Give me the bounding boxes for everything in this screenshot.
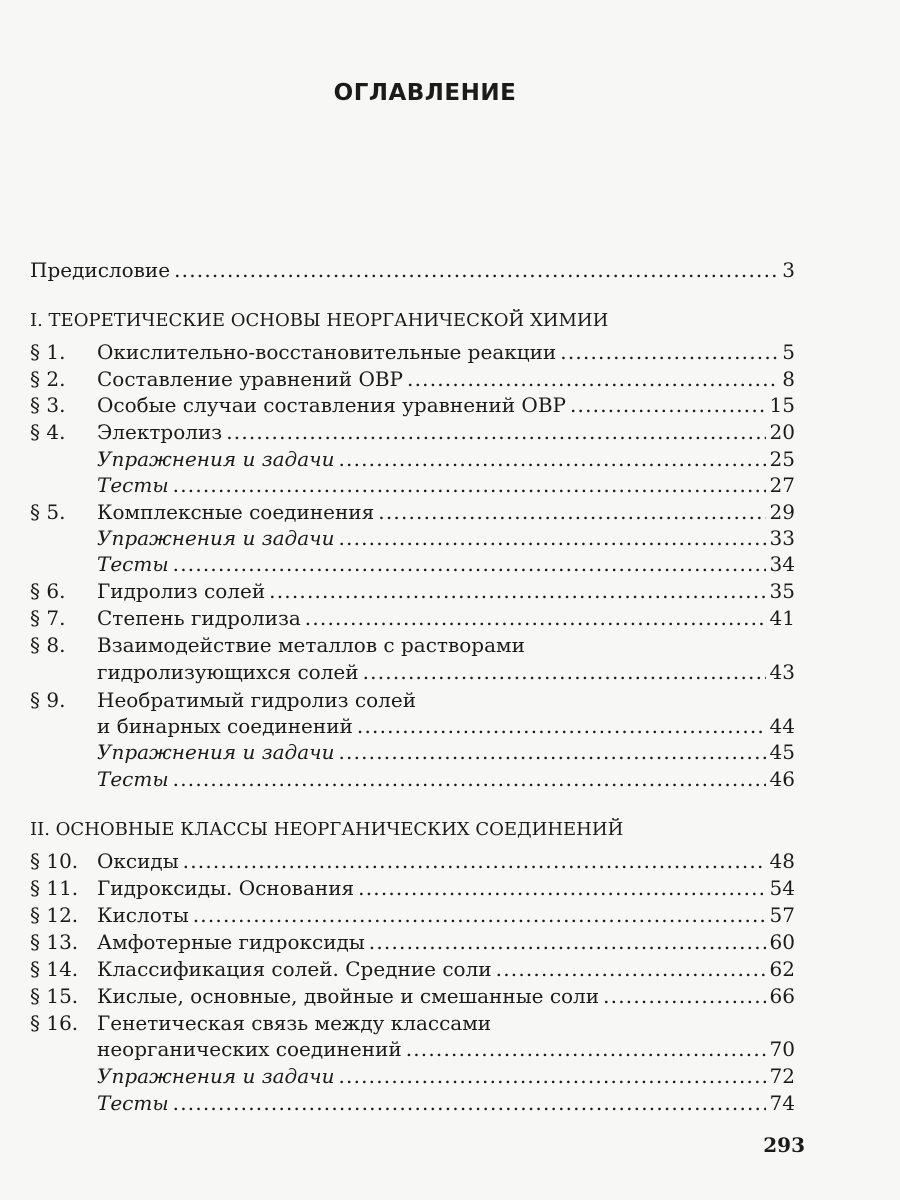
- toc-entry-text: Необратимый гидролиз солей: [97, 688, 417, 712]
- toc-entry-page: 48: [769, 849, 795, 873]
- toc-entry-number: § 7.: [30, 606, 66, 630]
- toc-entry-number: § 10.: [30, 849, 79, 873]
- toc-entry-text: Гидроксиды. Основания: [97, 876, 355, 900]
- leader-dots: [174, 258, 778, 282]
- toc-entry: [30, 740, 795, 764]
- leader-dots: [173, 767, 766, 791]
- toc-entry-page: 27: [769, 473, 795, 497]
- toc-entry: [30, 606, 795, 630]
- leader-dots: [560, 340, 778, 364]
- toc-entry-page: 74: [769, 1091, 795, 1115]
- leader-dots: [173, 552, 766, 576]
- toc-entry-text: Электролиз: [97, 420, 223, 444]
- leader-dots: [193, 903, 766, 927]
- toc-entry-text: Тесты: [97, 473, 169, 497]
- toc-entry: [30, 579, 795, 603]
- leader-dots: [378, 500, 765, 524]
- toc-entry-page: 70: [769, 1037, 795, 1061]
- toc-entry: [30, 876, 795, 900]
- toc-entry-page: 3: [782, 258, 795, 282]
- toc-entry-page: 29: [769, 500, 795, 524]
- toc-entry-page: 54: [769, 876, 795, 900]
- toc-entry-text: и бинарных соединений: [97, 714, 353, 738]
- toc-entry-page: 43: [769, 660, 795, 684]
- leader-dots: [357, 714, 766, 738]
- toc-entry-page: 5: [782, 340, 795, 364]
- toc-entry: [30, 660, 795, 684]
- toc-entry-number: § 11.: [30, 876, 79, 900]
- toc-entry-text: Кислоты: [97, 903, 189, 927]
- leader-dots: [363, 660, 766, 684]
- leader-dots: [338, 740, 765, 764]
- toc-entry-page: 8: [782, 367, 795, 391]
- toc-entry-text: Окислительно-восстановительные реакции: [97, 340, 557, 364]
- toc-entry: [30, 1091, 795, 1115]
- toc-entry-number: § 2.: [30, 367, 66, 391]
- toc-entry-text: гидролизующихся солей: [97, 660, 359, 684]
- toc-entry: [30, 473, 795, 497]
- toc-entry-number: § 16.: [30, 1011, 79, 1035]
- toc-entry-text: Упражнения и задачи: [97, 740, 335, 764]
- toc-entry-page: 25: [769, 447, 795, 471]
- leader-dots: [406, 1037, 766, 1061]
- toc-entry-page: 46: [769, 767, 795, 791]
- toc-entry: [30, 340, 795, 364]
- toc-entry-number: § 4.: [30, 420, 66, 444]
- page-number: 293: [763, 1133, 805, 1157]
- toc-entry-text: Взаимодействие металлов с растворами: [97, 633, 525, 657]
- page-title: ОГЛАВЛЕНИЕ: [333, 80, 517, 106]
- toc-entry: [30, 447, 795, 471]
- toc-entry: [30, 633, 795, 657]
- toc-entry: [30, 420, 795, 444]
- toc-entry-text: Особые случаи составления уравнений ОВР: [97, 393, 566, 417]
- toc-entry-text: неорганических соединений: [97, 1037, 402, 1061]
- toc-entry-page: 45: [769, 740, 795, 764]
- toc-entry: [30, 393, 795, 417]
- toc-entry: [30, 1037, 795, 1061]
- toc-entry-page: 72: [769, 1064, 795, 1088]
- toc-entry-page: 44: [769, 714, 795, 738]
- toc-entry-number: § 12.: [30, 903, 79, 927]
- toc-entry-text: Классификация солей. Средние соли: [97, 957, 492, 981]
- toc-entry-number: § 3.: [30, 393, 66, 417]
- toc-entry-page: 34: [769, 552, 795, 576]
- toc-entry-number: § 1.: [30, 340, 66, 364]
- leader-dots: [369, 930, 766, 954]
- toc-entry-text: Амфотерные гидроксиды: [97, 930, 365, 954]
- toc-entry: [30, 688, 795, 712]
- toc-entry-text: Предисловие: [30, 258, 171, 282]
- toc-entry-text: Упражнения и задачи: [97, 526, 335, 550]
- toc-entry-number: § 13.: [30, 930, 79, 954]
- toc-entry-page: 20: [769, 420, 795, 444]
- toc-entry-text: Упражнения и задачи: [97, 447, 335, 471]
- toc-entry-text: Генетическая связь между классами: [97, 1011, 492, 1035]
- toc-entry-page: 66: [769, 984, 795, 1008]
- toc-entry-text: Гидролиз солей: [97, 579, 266, 603]
- toc-entry-page: 33: [769, 526, 795, 550]
- toc-entry: [30, 767, 795, 791]
- leader-dots: [183, 849, 766, 873]
- toc-entry: [30, 903, 795, 927]
- toc-entry: [30, 552, 795, 576]
- leader-dots: [173, 473, 766, 497]
- toc-entry-page: 35: [769, 579, 795, 603]
- toc-entry: [30, 930, 795, 954]
- leader-dots: [226, 420, 765, 444]
- toc-entry-number: § 5.: [30, 500, 66, 524]
- leader-dots: [305, 606, 766, 630]
- toc-entry: [30, 714, 795, 738]
- section-heading-1: I. ТЕОРЕТИЧЕСКИЕ ОСНОВЫ НЕОРГАНИЧЕСКОЙ ХИМИИ: [30, 310, 609, 331]
- section-heading-2: II. ОСНОВНЫЕ КЛАССЫ НЕОРГАНИЧЕСКИХ СОЕДИНЕНИЙ: [30, 819, 624, 840]
- toc-entry: [30, 957, 795, 981]
- leader-dots: [338, 1064, 765, 1088]
- toc-entry-text: Упражнения и задачи: [97, 1064, 335, 1088]
- toc-entry-page: 60: [769, 930, 795, 954]
- leader-dots: [570, 393, 766, 417]
- toc-entry-page: 57: [769, 903, 795, 927]
- toc-entry-number: § 6.: [30, 579, 66, 603]
- leader-dots: [338, 526, 765, 550]
- toc-entry-page: 41: [769, 606, 795, 630]
- toc-entry-page: 15: [769, 393, 795, 417]
- toc-entry-preface: [30, 258, 795, 282]
- toc-entry-text: Тесты: [97, 767, 169, 791]
- toc-entry: [30, 367, 795, 391]
- toc-entry-text: Тесты: [97, 1091, 169, 1115]
- toc-entry: [30, 526, 795, 550]
- leader-dots: [603, 984, 765, 1008]
- leader-dots: [407, 367, 778, 391]
- toc-entry-text: Оксиды: [97, 849, 179, 873]
- toc-entry-text: Составление уравнений ОВР: [97, 367, 404, 391]
- toc-entry: [30, 500, 795, 524]
- leader-dots: [269, 579, 765, 603]
- toc-entry-number: § 9.: [30, 688, 66, 712]
- toc-entry-number: § 15.: [30, 984, 79, 1008]
- toc-entry-text: Степень гидролиза: [97, 606, 301, 630]
- leader-dots: [173, 1091, 766, 1115]
- toc-entry: [30, 849, 795, 873]
- toc-entry-number: § 8.: [30, 633, 66, 657]
- toc-entry: [30, 984, 795, 1008]
- leader-dots: [338, 447, 765, 471]
- leader-dots: [358, 876, 765, 900]
- toc-entry-text: Кислые, основные, двойные и смешанные соли: [97, 984, 600, 1008]
- toc-entry: [30, 1011, 795, 1035]
- leader-dots: [496, 957, 766, 981]
- toc-entry-number: § 14.: [30, 957, 79, 981]
- toc-entry-text: Комплексные соединения: [97, 500, 375, 524]
- toc-entry: [30, 1064, 795, 1088]
- toc-entry-text: Тесты: [97, 552, 169, 576]
- toc-entry-page: 62: [769, 957, 795, 981]
